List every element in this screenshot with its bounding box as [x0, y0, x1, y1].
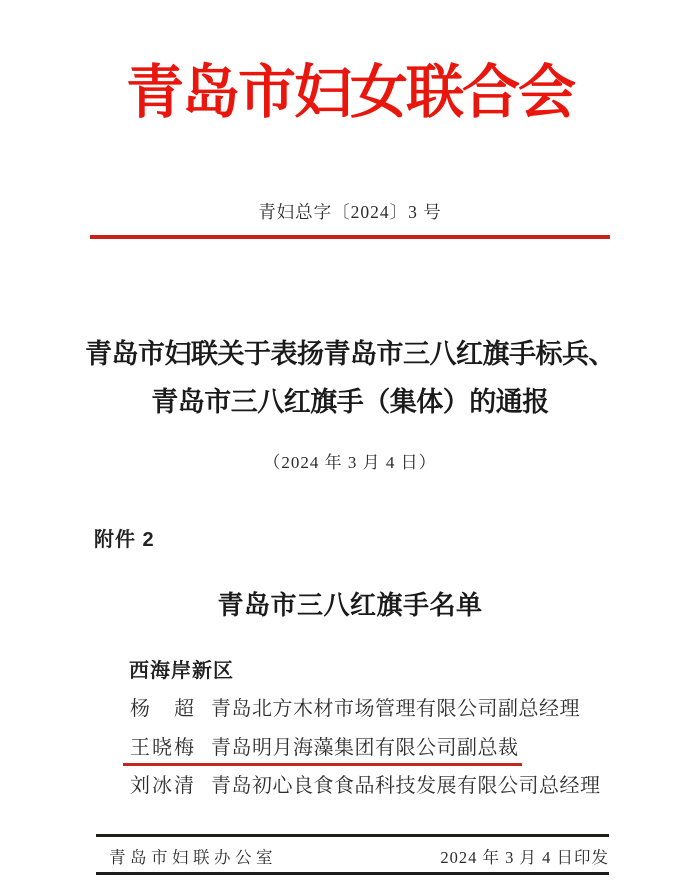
document-title-line-2: 青岛市三八红旗手（集体）的通报	[151, 387, 549, 417]
footer-print-date: 2024 年 3 月 4 日印发	[440, 848, 609, 867]
district-heading: 西海岸新区	[129, 660, 234, 682]
red-separator-line	[90, 235, 610, 239]
honoree-position: 青岛明月海藻集团有限公司副总裁	[211, 736, 519, 759]
honoree-name: 杨 超	[130, 698, 196, 720]
footer-rule-bottom	[96, 872, 609, 875]
honoree-row	[130, 690, 660, 729]
document-title-line-1: 青岛市妇联关于表扬青岛市三八红旗手标兵、	[85, 339, 615, 369]
footer	[96, 842, 609, 870]
footer-office-name: 青岛市妇联办公室	[109, 848, 277, 867]
footer-rule-top	[96, 834, 609, 837]
honoree-row-content	[130, 696, 580, 722]
honoree-list	[130, 690, 660, 806]
doc-number: 青妇总字〔2024〕3 号	[258, 202, 442, 222]
red-underline-highlight	[123, 735, 522, 766]
list-title: 青岛市三八红旗手名单	[217, 591, 483, 620]
org-header-title: 青岛市妇女联合会	[125, 60, 574, 125]
honoree-name: 王晓梅	[130, 736, 196, 759]
honoree-row-highlighted	[130, 729, 660, 768]
honoree-row-content	[130, 773, 601, 799]
document-date: （2024 年 3 月 4 日）	[263, 453, 437, 472]
honoree-position: 青岛初心良食食品科技发展有限公司总经理	[211, 775, 601, 797]
honoree-name: 刘冰清	[130, 775, 196, 797]
document-title	[0, 330, 700, 426]
attachment-label: 附件 2	[94, 529, 155, 551]
honoree-position: 青岛北方木材市场管理有限公司副总经理	[211, 698, 580, 720]
honoree-row	[130, 767, 660, 806]
